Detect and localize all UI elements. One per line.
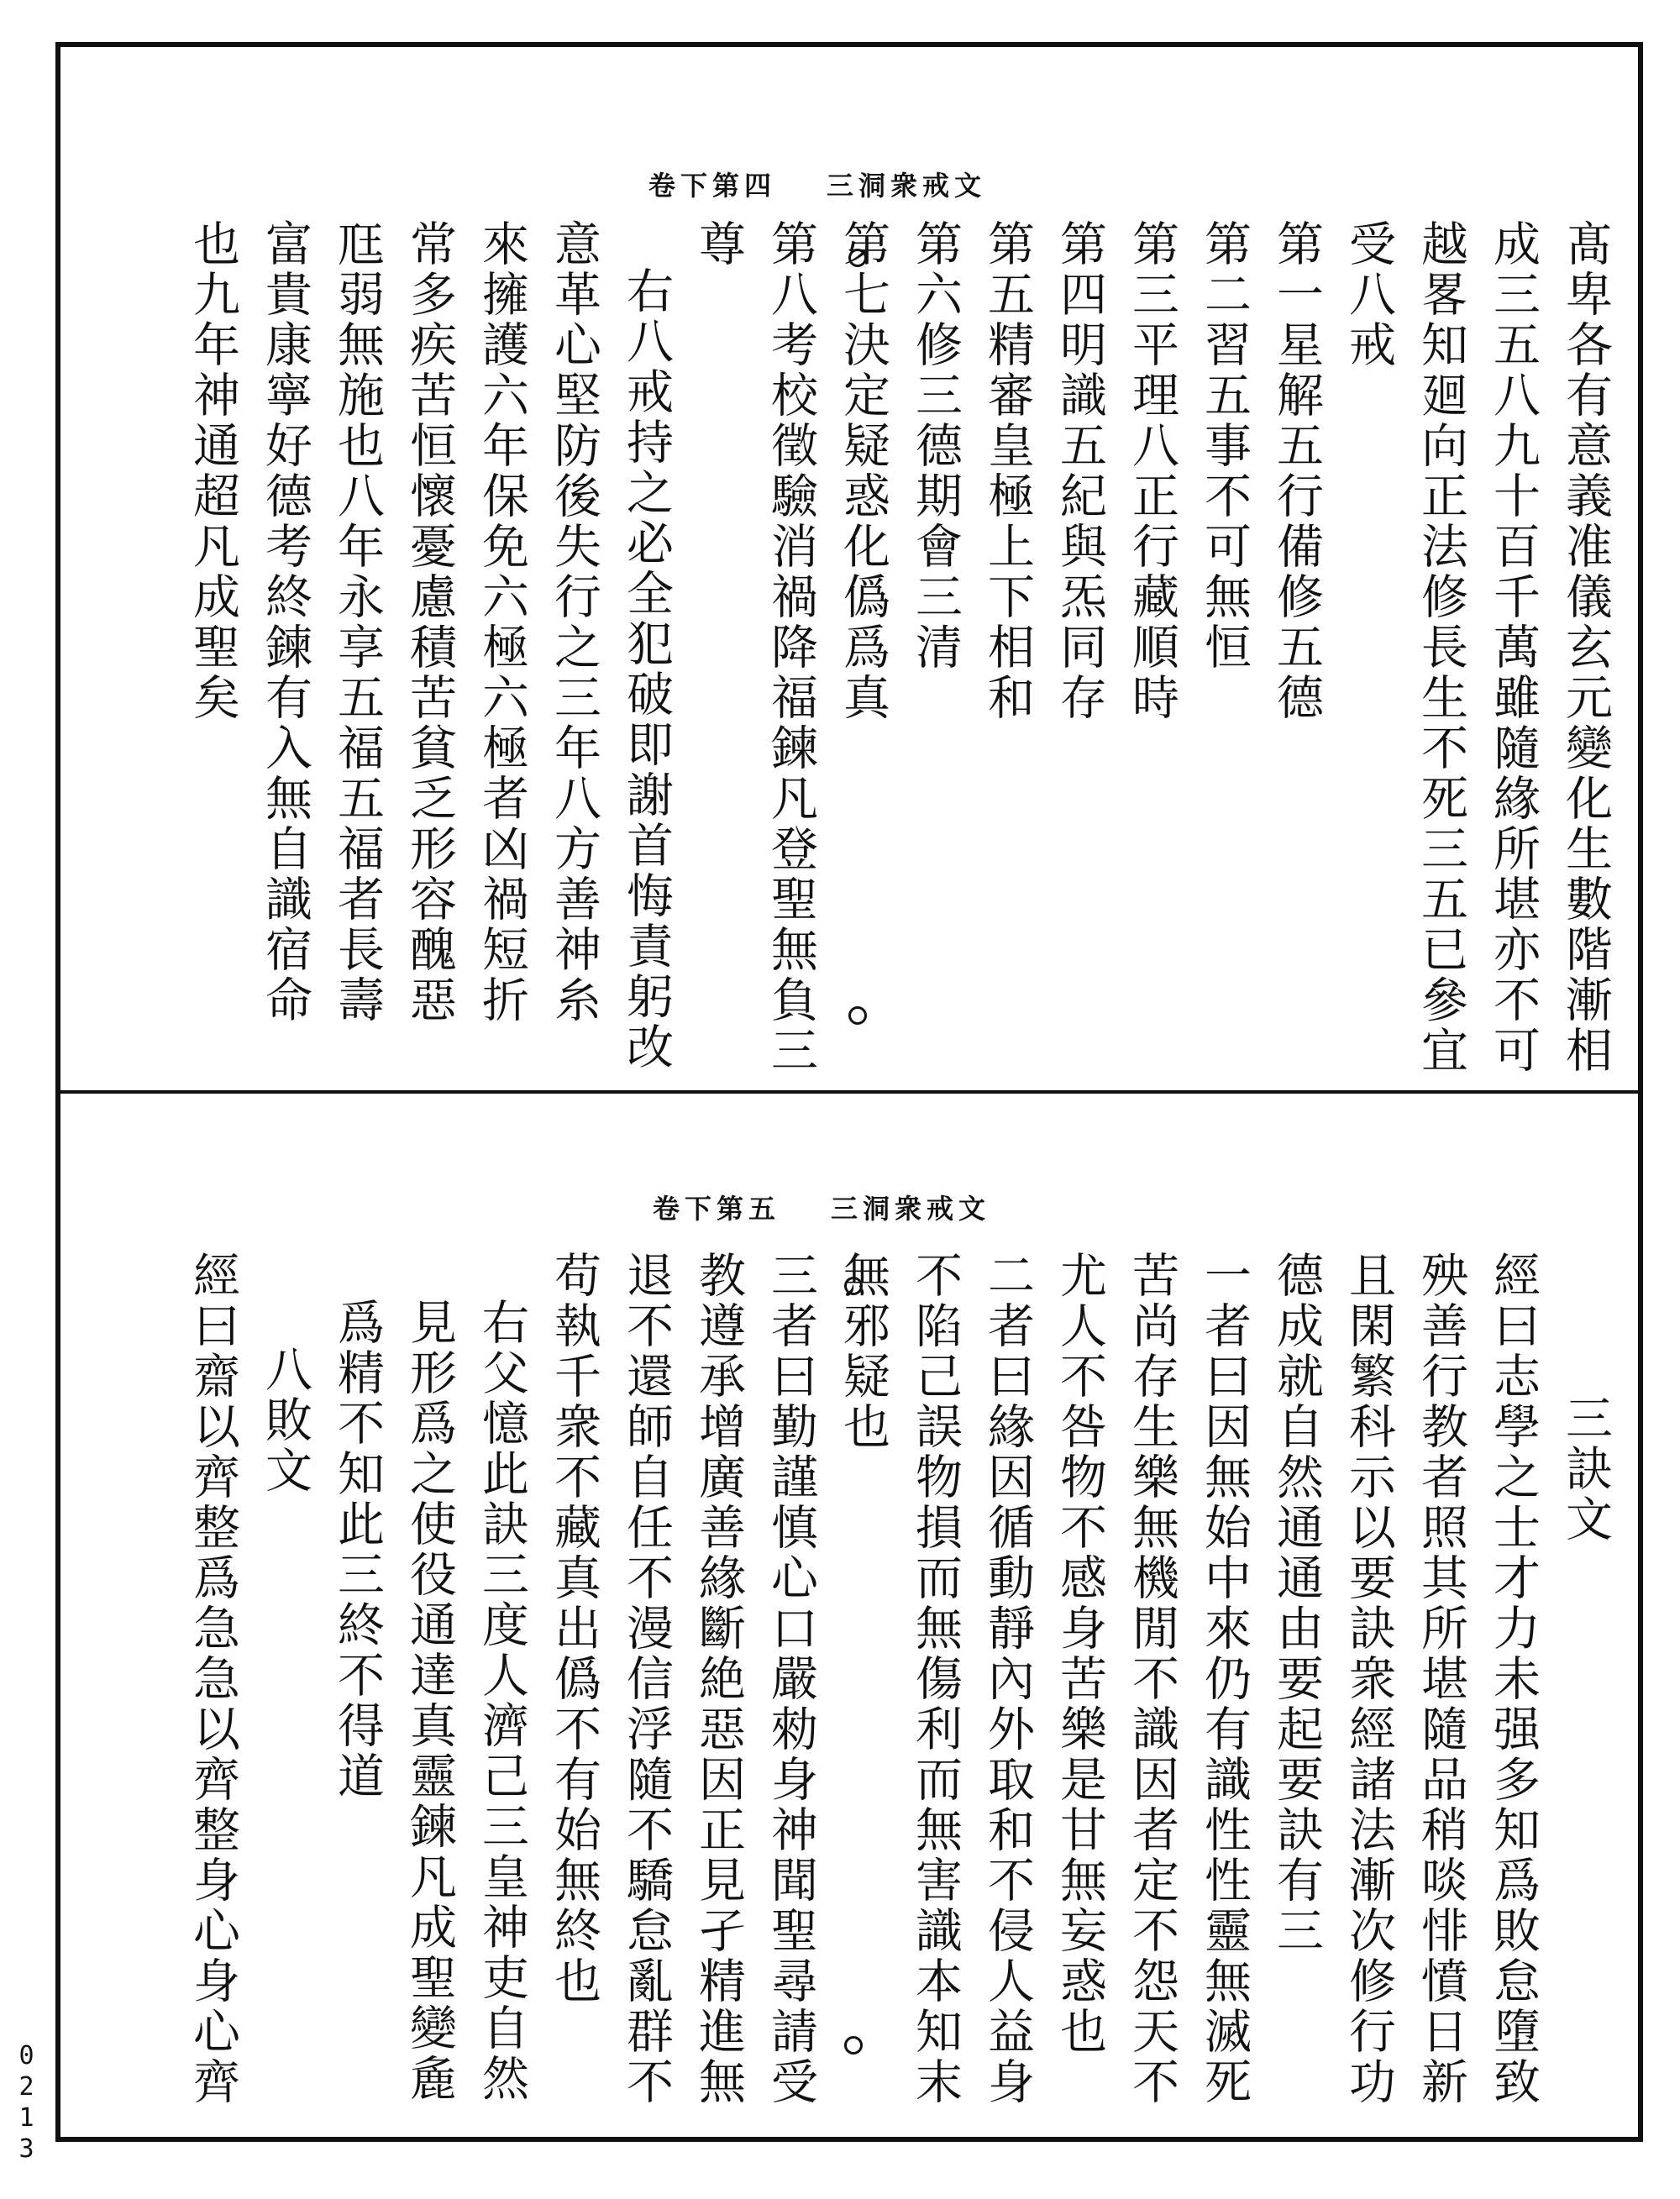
text-column: 八敗文 bbox=[258, 1345, 312, 1496]
text-column: 苦尚存生樂無機閒不識因者定不怨天不 bbox=[1125, 1251, 1179, 2107]
text-column: 殃善行教者照其所堪隨品稍啖悱憤日新 bbox=[1414, 1251, 1468, 2107]
text-column: 尊 bbox=[691, 219, 746, 270]
text-column: 越畧知廻向正法修長生不死三五已參宜 bbox=[1414, 219, 1468, 1076]
text-column: 退不還師自任不漫信浮隨不驕怠亂群不 bbox=[619, 1251, 674, 2107]
text-column: 受八戒 bbox=[1341, 219, 1396, 370]
text-column: 右八戒持之必全犯破即謝首悔責躬改 bbox=[619, 266, 674, 1073]
punctuation-circle-mark bbox=[848, 1006, 867, 1025]
text-column: 第二習五事不可無恒 bbox=[1197, 219, 1252, 673]
text-column: 第五精審皇極上下相和 bbox=[980, 219, 1035, 723]
text-column: 也九年神通超凡成聖矣 bbox=[186, 219, 240, 723]
text-column: 富貴康寧好德考終鍊有入無自識宿命 bbox=[258, 219, 312, 1026]
bottom-header-title: 三洞衆戒文 bbox=[831, 1193, 991, 1225]
top-text-columns bbox=[176, 219, 1621, 1093]
text-column: 髙卑各有意義准儀玄元變化生數階漸相 bbox=[1558, 219, 1613, 1076]
text-column: 第一星解五行備修五德 bbox=[1269, 219, 1324, 723]
text-column: 第七決定疑惑化僞爲真 bbox=[836, 219, 890, 723]
text-column: 經曰齋以齊整爲急急以齊整身心身心齊 bbox=[186, 1251, 240, 2107]
top-header-volume: 卷下第四 bbox=[648, 170, 777, 202]
punctuation-circle-mark bbox=[844, 2036, 863, 2055]
text-column: 教遵承增廣善緣斷絶惡因正見孑精進無 bbox=[691, 1251, 746, 2107]
text-column: 第三平理八正行藏順時 bbox=[1125, 219, 1179, 723]
punctuation-circle-mark bbox=[844, 1277, 863, 1295]
text-column: 第六修三德期會三清 bbox=[908, 219, 963, 673]
top-page-panel bbox=[60, 47, 1638, 1089]
text-column: 三訣文 bbox=[1558, 1393, 1613, 1545]
text-column: 苟執千衆不藏真出僞不有始無終也 bbox=[547, 1251, 601, 2007]
bottom-running-header bbox=[653, 1188, 990, 1226]
text-column: 不陷己誤物損而無傷利而無害識本知末 bbox=[908, 1251, 963, 2107]
text-column: 成三五八九十百千萬雖隨緣所堪亦不可 bbox=[1486, 219, 1541, 1076]
text-column: 且閑繁科示以要訣衆經諸法漸次修行功 bbox=[1341, 1251, 1396, 2107]
text-column: 尤人不咎物不感身苦樂是甘無妄惑也 bbox=[1053, 1251, 1107, 2057]
text-column: 第八考校徵驗消禍降福鍊凡登聖無負三 bbox=[764, 219, 818, 1076]
top-running-header bbox=[648, 165, 986, 203]
bottom-header-volume: 卷下第五 bbox=[653, 1193, 781, 1225]
text-column: 爲精不知此三終不得道 bbox=[330, 1298, 385, 1802]
text-column: 來擁護六年保免六極六極者凶禍短折 bbox=[475, 219, 529, 1026]
text-column: 三者曰勤謹慎心口嚴勑身神聞聖尋請受 bbox=[764, 1251, 818, 2107]
bottom-text-columns bbox=[176, 1251, 1621, 2124]
text-column: 常多疾苦恒懷憂慮積苦貧乏形容醜惡 bbox=[402, 219, 457, 1026]
text-column: 經曰志學之士才力未强多知爲敗怠墮致 bbox=[1486, 1251, 1541, 2107]
text-column: 尫弱無施也八年永享五福五福者長壽 bbox=[330, 219, 385, 1026]
text-column: 二者曰緣因循動靜內外取和不侵人益身 bbox=[980, 1251, 1035, 2107]
page-number: 0213 bbox=[12, 2041, 41, 2165]
text-column: 見形爲之使役通達真靈鍊凡成聖變麁 bbox=[402, 1298, 457, 2104]
text-column: 無邪疑也 bbox=[836, 1251, 890, 1452]
text-column: 第四明識五紀與炁同存 bbox=[1053, 219, 1107, 723]
text-column: 意革心堅防後失行之三年八方善神糸 bbox=[547, 219, 601, 1026]
punctuation-circle-mark bbox=[848, 249, 867, 267]
text-column: 德成就自然通通由要起要訣有三 bbox=[1269, 1251, 1324, 1956]
top-header-title: 三洞衆戒文 bbox=[827, 170, 987, 202]
bottom-page-panel bbox=[60, 1095, 1638, 2137]
text-column: 一者曰因無始中來仍有識性性靈無滅死 bbox=[1197, 1251, 1252, 2107]
text-column: 右父憶此訣三度人濟己三皇神吏自然 bbox=[475, 1298, 529, 2104]
